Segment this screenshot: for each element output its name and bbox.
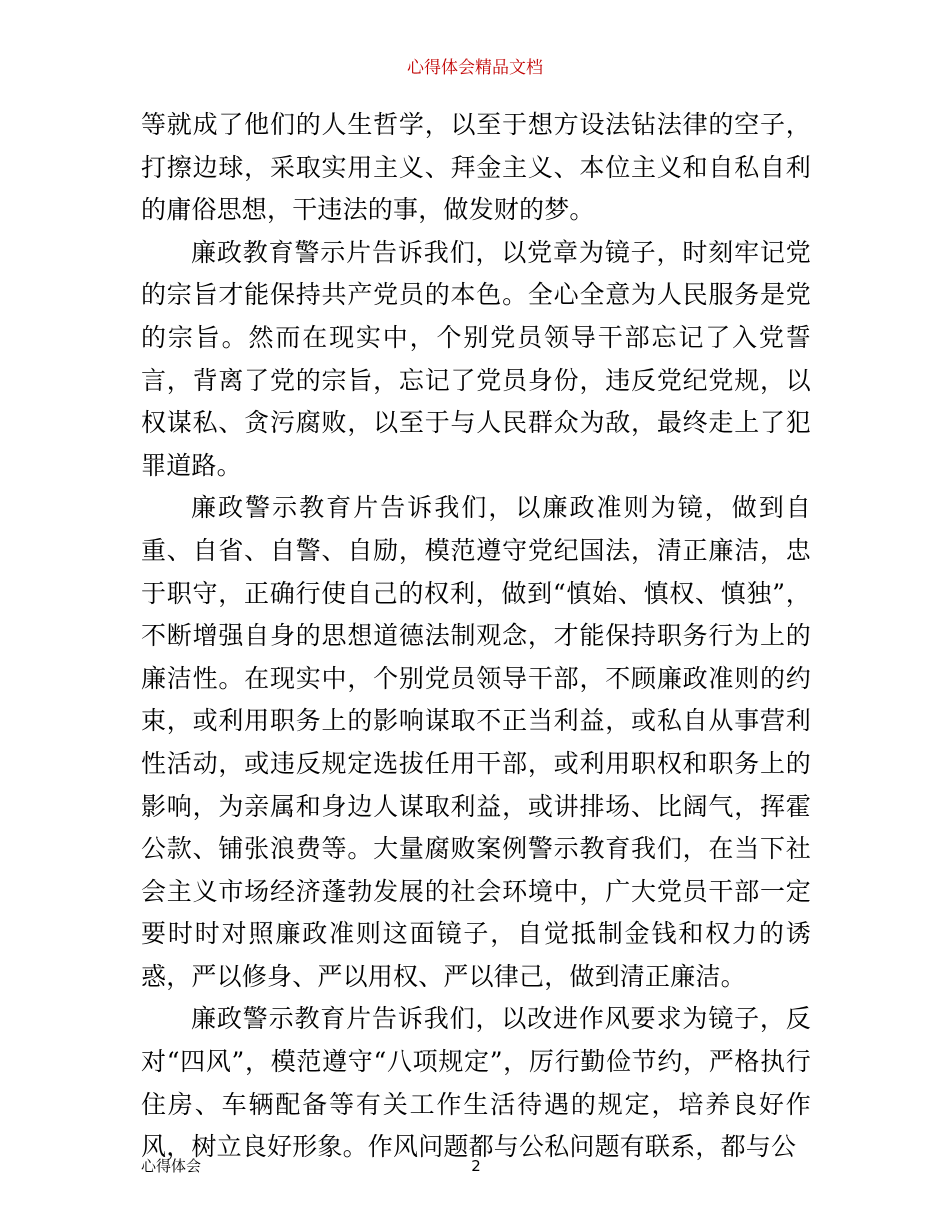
- page-header: 心得体会精品文档: [407, 58, 543, 78]
- footer-label: 心得体会: [141, 1157, 202, 1175]
- page-footer: [141, 1155, 811, 1177]
- document-body: [141, 104, 811, 1169]
- paragraph-1: 等就成了他们的人生哲学，以至于想方设法钻法律的空子，打擦边球，采取实用主义、拜金主义、本位主义和自私自利的庸俗思想，干违法的事，做发财的梦。: [141, 110, 811, 225]
- paragraph-2: 廉政教育警示片告诉我们，以党章为镜子，时刻牢记党的宗旨才能保持共产党员的本色。全心全意为人民服务是党的宗旨。然而在现实中，个别党员领导干部忘记了入党誓言，背离了党的宗旨，忘记了党员身份，违反党纪党规，以权谋私、贪污腐败，以至于与人民群众为敌，最终走上了犯罪道路。: [141, 237, 811, 480]
- paragraph-3: 廉政警示教育片告诉我们，以廉政准则为镜，做到自重、自省、自警、自励，模范遵守党纪国法，清正廉洁，忠于职守，正确行使自己的权利，做到“慎始、慎权、慎独”，不断增强自身的思想道德法制观念，才能保持职务行为上的廉洁性。在现实中，个别党员领导干部，不顾廉政准则的约束，或利用职务上的影响谋取不正当利益，或私自从事营利性活动，或违反规定选拔任用干部，或利用职权和职务上的影响，为亲属和身边人谋取利益，或讲排场、比阔气，挥霍公款、铺张浪费等。大量腐败案例警示教育我们，在当下社会主义市场经济蓬勃发展的社会环境中，广大党员干部一定要时时对照廉政准则这面镜子，自觉抵制金钱和权力的诱惑，严以修身、严以用权、严以律己，做到清正廉洁。: [141, 493, 811, 991]
- page-number: 2: [471, 1157, 481, 1175]
- paragraph-4: 廉政警示教育片告诉我们，以改进作风要求为镜子，反对“四风”，模范遵守“八项规定”，厉行勤俭节约，严格执行住房、车辆配备等有关工作生活待遇的规定，培养良好作风，树立良好形象。作风问题都与公私问题有联系，都与公: [141, 1004, 811, 1162]
